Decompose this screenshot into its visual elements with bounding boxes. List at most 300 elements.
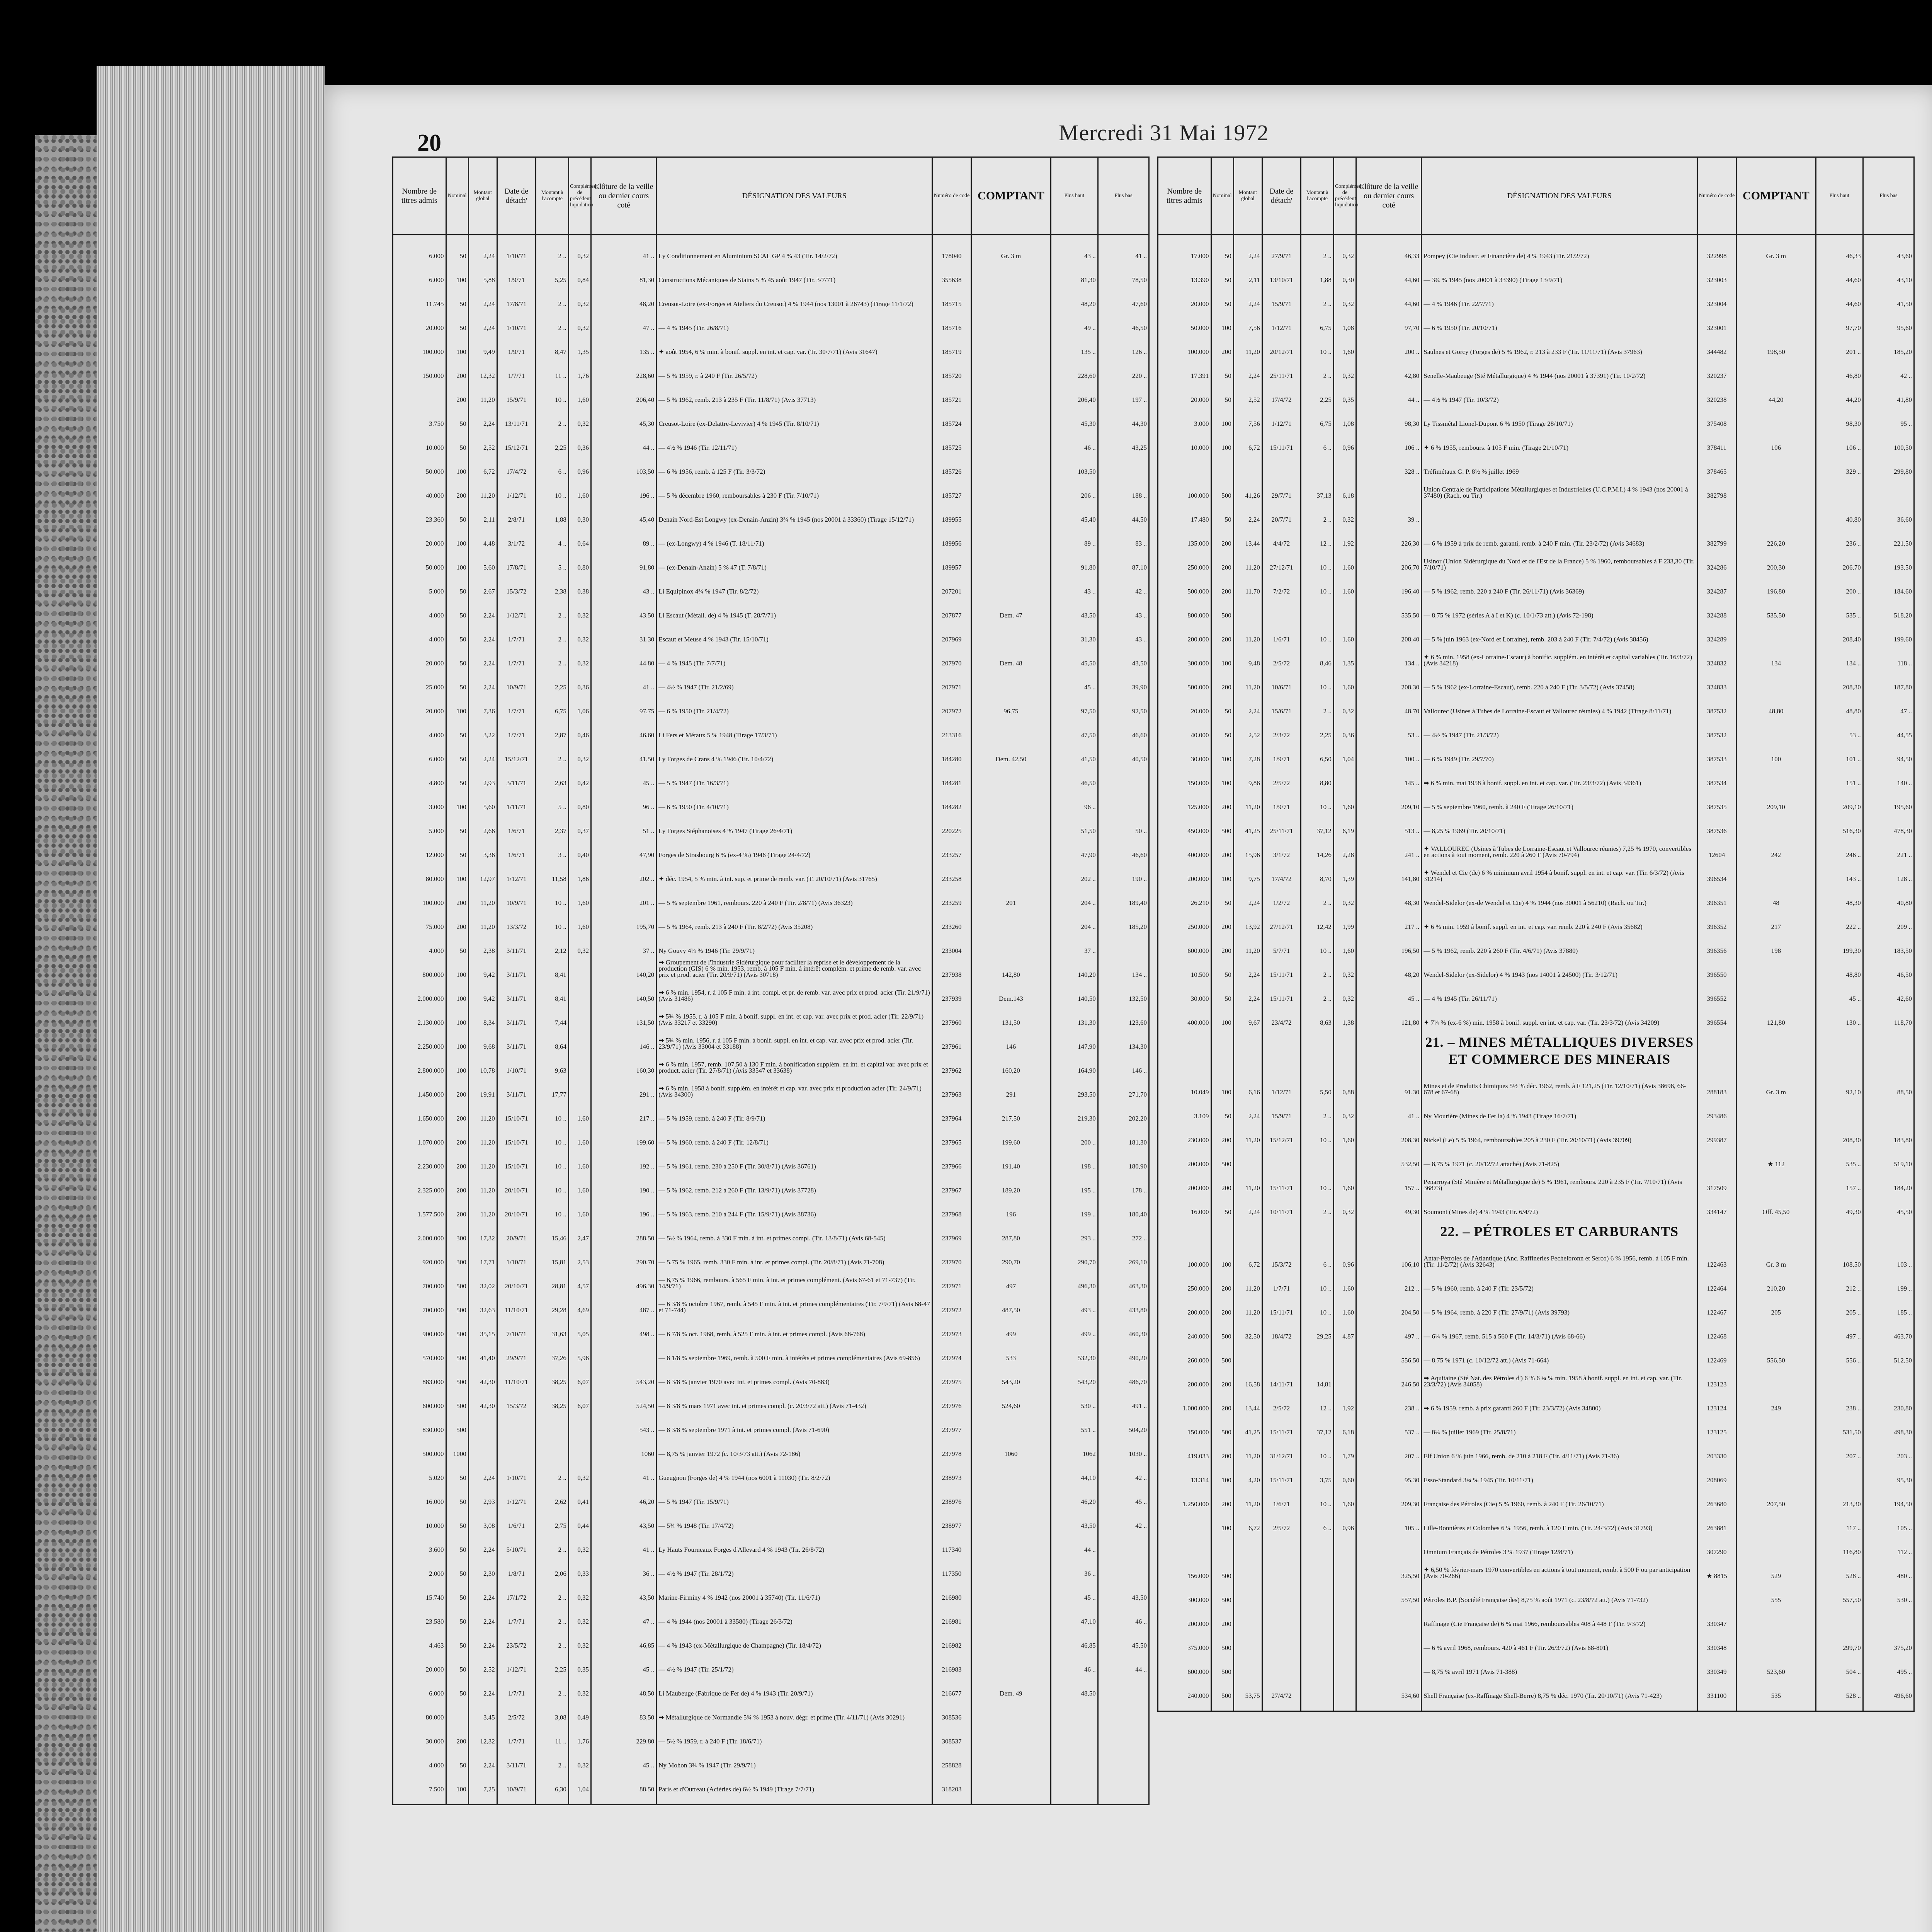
cell-titres: 50.000 — [393, 547, 446, 571]
cell-haut: 532,30 — [1051, 1337, 1098, 1361]
cell-bas: 46 .. — [1098, 1601, 1149, 1625]
table-row — [393, 1313, 1149, 1337]
cell-bas: 189,40 — [1098, 882, 1149, 906]
cell-acompte: 8,63 — [1301, 1002, 1334, 1026]
cell-code: 396351 — [1697, 882, 1736, 906]
cell-cloture: 88,50 — [591, 1769, 656, 1793]
cell-compl: 1,60 — [568, 1194, 591, 1218]
cell-haut: 543,20 — [1051, 1361, 1098, 1385]
cell-cloture: 106,10 — [1356, 1244, 1422, 1268]
cell-comptant: 535,50 — [1736, 595, 1816, 619]
cell-titres — [1158, 1507, 1211, 1531]
cell-acompte: 28,81 — [536, 1265, 569, 1289]
cell-nominal: 200 — [1211, 1268, 1233, 1292]
cell-titres: 20.000 — [393, 307, 446, 331]
cell-haut: 556 .. — [1816, 1340, 1863, 1364]
table-row — [1158, 523, 1914, 547]
cell-cloture: 229,80 — [591, 1721, 656, 1745]
cell-bas: 183,50 — [1863, 930, 1914, 954]
cell-haut: 157 .. — [1816, 1167, 1863, 1191]
cell-comptant — [971, 667, 1051, 690]
cell-compl: 2,47 — [568, 1218, 591, 1242]
table-row — [1158, 619, 1914, 643]
cell-acompte: 2,25 — [536, 427, 569, 451]
cell-acompte: 2 .. — [536, 1745, 569, 1769]
cell-haut: 46,85 — [1051, 1625, 1098, 1649]
cell-code: 117350 — [932, 1553, 971, 1577]
cell-montant: 9,68 — [468, 1026, 497, 1050]
cell-compl: 0,32 — [1333, 355, 1356, 379]
cell-haut: 200 .. — [1816, 571, 1863, 595]
cell-code: 382799 — [1697, 523, 1736, 547]
cell-date: 1/7/71 — [497, 1673, 536, 1697]
cell-titres: 150.000 — [393, 355, 446, 379]
cell-bas: 460,30 — [1098, 1313, 1149, 1337]
cell-cloture: 45 .. — [591, 1649, 656, 1673]
cell-comptant: 131,50 — [971, 1002, 1051, 1026]
cell-nominal: 100 — [1211, 307, 1233, 331]
cell-haut: 201 .. — [1816, 331, 1863, 355]
col-acompte: Montant à l'acompte — [1301, 157, 1334, 235]
cell-comptant: 96,75 — [971, 690, 1051, 714]
cell-acompte: 3,75 — [1301, 1459, 1334, 1483]
cell-haut: 48,50 — [1051, 1673, 1098, 1697]
cell-comptant: 142,80 — [971, 954, 1051, 978]
cell-titres: 23.580 — [393, 1601, 446, 1625]
cell-titres: 6.000 — [393, 259, 446, 283]
cell-haut: 46 .. — [1051, 427, 1098, 451]
cell-bas: 83 .. — [1098, 523, 1149, 547]
cell-montant: 2,52 — [1233, 714, 1262, 738]
cell-nominal: 50 — [446, 427, 468, 451]
cell-nominal: 100 — [446, 1026, 468, 1050]
cell-comptant: 543,20 — [971, 1361, 1051, 1385]
cell-montant: 2,24 — [1233, 1191, 1262, 1215]
cell-bas: 230,80 — [1863, 1388, 1914, 1412]
cell-compl: 6,19 — [1333, 810, 1356, 834]
cell-bas: 39,90 — [1098, 667, 1149, 690]
cell-code: 233257 — [932, 834, 971, 858]
cell-compl: 0,35 — [1333, 379, 1356, 403]
cell-date: 2/3/72 — [1262, 714, 1301, 738]
cell-cloture: 44,60 — [1356, 283, 1422, 307]
cell-compl: 1,60 — [1333, 619, 1356, 643]
table-row — [393, 1625, 1149, 1649]
cell-compl: 0,96 — [1333, 427, 1356, 451]
cell-compl: 1,76 — [568, 355, 591, 379]
cell-bas — [1863, 475, 1914, 499]
cell-comptant: 205 — [1736, 1292, 1816, 1316]
cell-nominal: 100 — [1211, 738, 1233, 762]
cell-cloture: 46,33 — [1356, 235, 1422, 260]
page-number: 20 — [417, 130, 441, 156]
cell-compl: 0,32 — [1333, 978, 1356, 1002]
cell-code: 237960 — [932, 1002, 971, 1026]
cell-acompte: 3 .. — [536, 834, 569, 858]
cell-bas: 46,60 — [1098, 834, 1149, 858]
cell-compl: 0,30 — [1333, 259, 1356, 283]
cell-designation: — 5¾ % 1948 (Tir. 17/4/72) — [656, 1505, 932, 1529]
cell-code: 216982 — [932, 1625, 971, 1649]
cell-montant: 5,60 — [468, 547, 497, 571]
cell-titres: 3.600 — [393, 1529, 446, 1553]
cell-titres: 13.314 — [1158, 1459, 1211, 1483]
cell-haut: 208,30 — [1816, 1119, 1863, 1143]
cell-titres: 10.000 — [393, 1505, 446, 1529]
cell-acompte: 15,46 — [536, 1218, 569, 1242]
cell-code: 207969 — [932, 619, 971, 643]
col-plus-bas: Plus bas — [1863, 157, 1914, 235]
table-row — [393, 499, 1149, 523]
cell-comptant: 249 — [1736, 1388, 1816, 1412]
cell-bas: 43 .. — [1098, 619, 1149, 643]
cell-acompte: 17,77 — [536, 1074, 569, 1098]
cell-designation: ➡ Aquitaine (Sté Nat. des Pétroles d') 6 % 6 ¾ % min. 1958 à bonif. suppl. en int. et cap. var. (Tir. 23/3/72) (Avis 34058) — [1422, 1364, 1697, 1388]
cell-haut: 46,20 — [1051, 1481, 1098, 1505]
cell-nominal: 500 — [446, 1385, 468, 1409]
cell-comptant — [1736, 762, 1816, 786]
table-row — [1158, 714, 1914, 738]
cell-acompte: 6 .. — [1301, 1507, 1334, 1531]
cell-comptant — [1736, 714, 1816, 738]
cell-cloture: 543 .. — [591, 1409, 656, 1433]
cell-code: 307290 — [1697, 1531, 1736, 1555]
cell-compl: 1,60 — [568, 1170, 591, 1194]
cell-comptant: 199,60 — [971, 1122, 1051, 1146]
cell-nominal: 100 — [446, 690, 468, 714]
cell-acompte: 6,75 — [1301, 403, 1334, 427]
cell-comptant — [971, 331, 1051, 355]
cell-code: 396552 — [1697, 978, 1736, 1002]
cell-compl: 0,38 — [568, 571, 591, 595]
cell-haut: 195 .. — [1051, 1170, 1098, 1194]
cell-titres: 50.000 — [393, 451, 446, 475]
col-complement: Complément de précédent liquidation — [1333, 157, 1356, 235]
cell-montant: 12,97 — [468, 858, 497, 882]
cell-titres: 10.049 — [1158, 1071, 1211, 1095]
cell-haut: 45,50 — [1051, 643, 1098, 667]
cell-acompte: 2 .. — [1301, 978, 1334, 1002]
cell-bas: 95,60 — [1863, 307, 1914, 331]
cell-haut: 199,30 — [1816, 930, 1863, 954]
cell-designation: Creusot-Loire (ex-Forges et Ateliers du Creusot) 4 % 1944 (nos 13001 à 26743) (Tirage 11/1/72) — [656, 283, 932, 307]
cell-montant: 2,11 — [468, 499, 497, 523]
cell-haut: 530 .. — [1051, 1385, 1098, 1409]
cell-comptant — [1736, 1364, 1816, 1388]
cell-cloture: 496,30 — [591, 1265, 656, 1289]
cell-titres: 30.000 — [1158, 978, 1211, 1002]
cell-cloture: 325,50 — [1356, 1555, 1422, 1579]
cell-code: 237969 — [932, 1218, 971, 1242]
cell-designation: Ly Forges de Crans 4 % 1946 (Tir. 10/4/72) — [656, 738, 932, 762]
cell-designation: — 4½ % 1947 (Tir. 21/2/69) — [656, 667, 932, 690]
cell-designation: Senelle-Maubeuge (Sté Métallurgique) 4 % 1944 (nos 20001 à 37391) (Tir. 10/2/72) — [1422, 355, 1697, 379]
cell-nominal: 100 — [1211, 643, 1233, 667]
cell-nominal: 50 — [1211, 283, 1233, 307]
cell-montant: 3,22 — [468, 714, 497, 738]
cell-code: 324287 — [1697, 571, 1736, 595]
cell-designation: — 8 1/8 % septembre 1969, remb. à 500 F min. à intérêts et primes complémentaires (Avis 69-856) — [656, 1337, 932, 1361]
cell-designation: ➡ 6 % 1959, remb. à prix garanti 260 F (Tir. 23/3/72) (Avis 34800) — [1422, 1388, 1697, 1412]
cell-code: 320238 — [1697, 379, 1736, 403]
cell-compl: 0,41 — [568, 1481, 591, 1505]
table-row — [1158, 1627, 1914, 1651]
cell-designation: — 6,75 % 1966, rembours. à 565 F min. à int. et primes complément. (Avis 67-61 et 71-737) (Tir. 14/9/71) — [656, 1265, 932, 1289]
cell-date: 2/5/72 — [497, 1697, 536, 1721]
cell-titres: 20.000 — [393, 643, 446, 667]
cell-titres: 6.000 — [393, 738, 446, 762]
cell-code: 12604 — [1697, 834, 1736, 858]
cell-designation: Wendel-Sidelor (ex-de Wendel et Cie) 4 % 1944 (nos 30001 à 56210) (Rach. ou Tir.) — [1422, 882, 1697, 906]
cell-code: 396554 — [1697, 1002, 1736, 1026]
cell-haut: 45 .. — [1051, 667, 1098, 690]
cell-cloture: 145 .. — [1356, 762, 1422, 786]
cell-bas: 299,80 — [1863, 451, 1914, 475]
cell-montant — [468, 1409, 497, 1433]
cell-cloture: 48,30 — [1356, 882, 1422, 906]
cell-date: 31/12/71 — [1262, 1435, 1301, 1459]
cell-date: 3/11/71 — [497, 1026, 536, 1050]
cell-titres: 700.000 — [393, 1289, 446, 1313]
cell-code: 185725 — [932, 427, 971, 451]
cell-cloture: 45 .. — [591, 1745, 656, 1769]
cell-montant: 17,71 — [468, 1242, 497, 1265]
table-row — [1158, 1364, 1914, 1388]
cell-acompte: 37,26 — [536, 1337, 569, 1361]
cell-compl: 0,32 — [568, 1529, 591, 1553]
cell-acompte: 31,63 — [536, 1313, 569, 1337]
cell-haut: 208,30 — [1816, 667, 1863, 690]
cell-date: 15/11/71 — [1262, 1292, 1301, 1316]
cell-code: 207972 — [932, 690, 971, 714]
cell-date: 15/3/72 — [1262, 1244, 1301, 1268]
cell-designation: Ny Gouvy 4¼ % 1946 (Tir. 29/9/71) — [656, 930, 932, 954]
cell-designation: — 8,75 % 1971 (c. 10/12/72 att.) (Avis 71-664) — [1422, 1340, 1697, 1364]
cell-titres: 200.000 — [1158, 1167, 1211, 1191]
cell-code: 387536 — [1697, 810, 1736, 834]
table-row — [393, 1002, 1149, 1026]
cell-montant: 2,24 — [468, 1457, 497, 1481]
cell-comptant — [971, 571, 1051, 595]
cell-nominal: 500 — [446, 1289, 468, 1313]
cell-date: 1/9/71 — [497, 259, 536, 283]
cell-compl: 1,60 — [568, 1098, 591, 1122]
cell-code: 237962 — [932, 1050, 971, 1074]
table-row — [1158, 1459, 1914, 1483]
cell-compl: 0,32 — [568, 643, 591, 667]
cell-acompte: 6,30 — [536, 1769, 569, 1793]
table-row — [1158, 1292, 1914, 1316]
cell-code: 216983 — [932, 1649, 971, 1673]
cell-code: 237972 — [932, 1289, 971, 1313]
cell-haut: 140,20 — [1051, 954, 1098, 978]
cell-haut: 151 .. — [1816, 762, 1863, 786]
cell-haut: 213,30 — [1816, 1483, 1863, 1507]
table-row — [1158, 451, 1914, 475]
cell-montant: 32,63 — [468, 1289, 497, 1313]
cell-acompte: 10 .. — [536, 1194, 569, 1218]
cell-cloture: 196,40 — [1356, 571, 1422, 595]
cell-compl: 0,32 — [568, 595, 591, 619]
cell-designation: Pétroles B.P. (Société Française des) 8,75 % août 1971 (c. 23/8/72 att.) (Avis 71-732) — [1422, 1579, 1697, 1603]
cell-haut: 40,80 — [1816, 499, 1863, 523]
cell-code: 387532 — [1697, 714, 1736, 738]
cell-comptant — [971, 499, 1051, 523]
cell-haut: 44 .. — [1051, 1529, 1098, 1553]
cell-cloture: 228,60 — [591, 355, 656, 379]
cell-bas: 530 .. — [1863, 1579, 1914, 1603]
col-comptant: COMPTANT — [1736, 157, 1816, 235]
cell-comptant — [971, 714, 1051, 738]
table-header — [393, 157, 1149, 235]
cell-titres: 13.390 — [1158, 259, 1211, 283]
cell-designation: Li Equipinox 4¾ % 1947 (Tir. 8/2/72) — [656, 571, 932, 595]
cell-nominal — [1211, 1531, 1233, 1555]
cell-titres: 20.000 — [393, 523, 446, 547]
table-row — [1158, 1316, 1914, 1340]
cell-code: 216981 — [932, 1601, 971, 1625]
cell-bas — [1098, 1553, 1149, 1577]
cell-nominal: 500 — [446, 1361, 468, 1385]
cell-date: 20/9/71 — [497, 1218, 536, 1242]
cell-montant: 13,44 — [1233, 1388, 1262, 1412]
cell-designation: Nickel (Le) 5 % 1964, remboursables 205 à 230 F (Tir. 20/10/71) (Avis 39709) — [1422, 1119, 1697, 1143]
cell-titres: 16.000 — [1158, 1191, 1211, 1215]
cell-code: 233258 — [932, 858, 971, 882]
section-heading-row — [1158, 1215, 1914, 1244]
cell-acompte: 2 .. — [536, 1457, 569, 1481]
cell-cloture: 44 .. — [1356, 379, 1422, 403]
cell-date: 1/12/71 — [497, 858, 536, 882]
cell-designation: — 4 % 1946 (Tir. 22/7/71) — [1422, 283, 1697, 307]
cell-montant: 12,32 — [468, 1721, 497, 1745]
cell-date: 15/6/71 — [1262, 690, 1301, 714]
cell-montant: 2,24 — [1233, 283, 1262, 307]
cell-titres: 10.000 — [393, 427, 446, 451]
cell-titres: 75.000 — [393, 906, 446, 930]
table-row — [393, 643, 1149, 667]
cell-code: 396356 — [1697, 930, 1736, 954]
table-row — [393, 1289, 1149, 1313]
cell-acompte: 14,81 — [1301, 1364, 1334, 1388]
cell-montant: 2,24 — [1233, 355, 1262, 379]
cell-acompte: 38,25 — [536, 1361, 569, 1385]
cell-cloture: 201 .. — [591, 882, 656, 906]
cell-compl: 1,76 — [568, 1721, 591, 1745]
cell-nominal: 50 — [1211, 1095, 1233, 1119]
cell-code: 237964 — [932, 1098, 971, 1122]
cell-designation: — 5 % juin 1963 (ex-Nord et Lorraine), remb. 203 à 240 F (Tir. 7/4/72) (Avis 38456) — [1422, 619, 1697, 643]
cell-haut: 516,30 — [1816, 810, 1863, 834]
table-row — [1158, 1244, 1914, 1268]
cell-cloture: 98,30 — [1356, 403, 1422, 427]
cell-cloture: 48,20 — [591, 283, 656, 307]
cell-comptant — [971, 403, 1051, 427]
cell-designation: Denain Nord-Est Longwy (ex-Denain-Anzin) 3¾ % 1945 (nos 20001 à 33360) (Tirage 15/12/71) — [656, 499, 932, 523]
cell-bas: 42 .. — [1863, 355, 1914, 379]
cell-compl: 0,32 — [568, 307, 591, 331]
cell-haut: 37 .. — [1051, 930, 1098, 954]
cell-date: 1/12/71 — [1262, 1071, 1301, 1095]
cell-acompte — [1301, 595, 1334, 619]
cell-cloture: 41,50 — [591, 738, 656, 762]
cell-code: 237966 — [932, 1146, 971, 1170]
cell-bas — [1863, 1364, 1914, 1388]
cell-date: 17/8/71 — [497, 547, 536, 571]
cell-compl: 0,32 — [568, 1457, 591, 1481]
cell-haut: 207 .. — [1816, 1435, 1863, 1459]
cell-titres: 375.000 — [1158, 1627, 1211, 1651]
cell-code: 238976 — [932, 1481, 971, 1505]
cell-date: 1/7/71 — [1262, 1268, 1301, 1292]
cell-nominal — [446, 1697, 468, 1721]
cell-acompte: 10 .. — [536, 882, 569, 906]
cell-comptant: 198,50 — [1736, 331, 1816, 355]
cell-designation: — 4 % 1943 (ex-Métallurgique de Champagne) (Tir. 18/4/72) — [656, 1625, 932, 1649]
cell-nominal: 50 — [446, 643, 468, 667]
cell-bas — [1098, 1673, 1149, 1697]
cell-code: 189957 — [932, 547, 971, 571]
cell-comptant — [971, 1625, 1051, 1649]
cell-designation: — 5 % 1947 (Tir. 15/9/71) — [656, 1481, 932, 1505]
cell-titres — [1158, 451, 1211, 475]
cell-date — [1262, 1627, 1301, 1651]
cell-date: 2/5/72 — [1262, 1507, 1301, 1531]
cell-haut: 198 .. — [1051, 1146, 1098, 1170]
cell-titres: 30.000 — [1158, 738, 1211, 762]
cell-cloture: 199,60 — [591, 1122, 656, 1146]
cell-date: 10/9/71 — [497, 1769, 536, 1793]
cell-date: 15/12/71 — [1262, 1119, 1301, 1143]
cell-bas: 46,50 — [1098, 307, 1149, 331]
table-row — [1158, 403, 1914, 427]
cell-code: 185724 — [932, 403, 971, 427]
cell-bas: 178 .. — [1098, 1170, 1149, 1194]
cell-titres: 830.000 — [393, 1409, 446, 1433]
cell-nominal: 100 — [1211, 1459, 1233, 1483]
cell-compl: 1,60 — [1333, 331, 1356, 355]
cell-comptant — [971, 1697, 1051, 1721]
cell-date: 2/5/72 — [1262, 643, 1301, 667]
cell-date: 23/4/72 — [1262, 1002, 1301, 1026]
cell-date: 2/5/72 — [1262, 1388, 1301, 1412]
col-titres: Nombre de titres admis — [1158, 157, 1211, 235]
cell-haut: 36 .. — [1051, 1553, 1098, 1577]
cell-titres: 100.000 — [1158, 1244, 1211, 1268]
cell-montant: 42,30 — [468, 1385, 497, 1409]
cell-titres: 700.000 — [393, 1265, 446, 1289]
cell-designation: — 4 % 1945 (Tir. 26/8/71) — [656, 307, 932, 331]
table-row — [1158, 1095, 1914, 1119]
cell-haut: 499 .. — [1051, 1313, 1098, 1337]
cell-code: 207877 — [932, 595, 971, 619]
cell-cloture — [1356, 1627, 1422, 1651]
cell-montant: 4,20 — [1233, 1459, 1262, 1483]
cell-bas: 43,25 — [1098, 427, 1149, 451]
cell-code: 122469 — [1697, 1340, 1736, 1364]
cell-bas: 40,80 — [1863, 882, 1914, 906]
cell-cloture: 46,60 — [591, 714, 656, 738]
cell-compl: 0,60 — [1333, 1459, 1356, 1483]
table-row — [393, 1529, 1149, 1553]
cell-comptant: 196,80 — [1736, 571, 1816, 595]
cell-cloture: 291 .. — [591, 1074, 656, 1098]
cell-comptant — [971, 1409, 1051, 1433]
cell-bas: 187,80 — [1863, 667, 1914, 690]
cell-nominal: 200 — [446, 882, 468, 906]
cell-haut: 46,50 — [1051, 762, 1098, 786]
cell-designation: — 5,75 % 1965, remb. 330 F min. à int. et primes compl. (Tir. 20/8/71) (Avis 71-708) — [656, 1242, 932, 1265]
